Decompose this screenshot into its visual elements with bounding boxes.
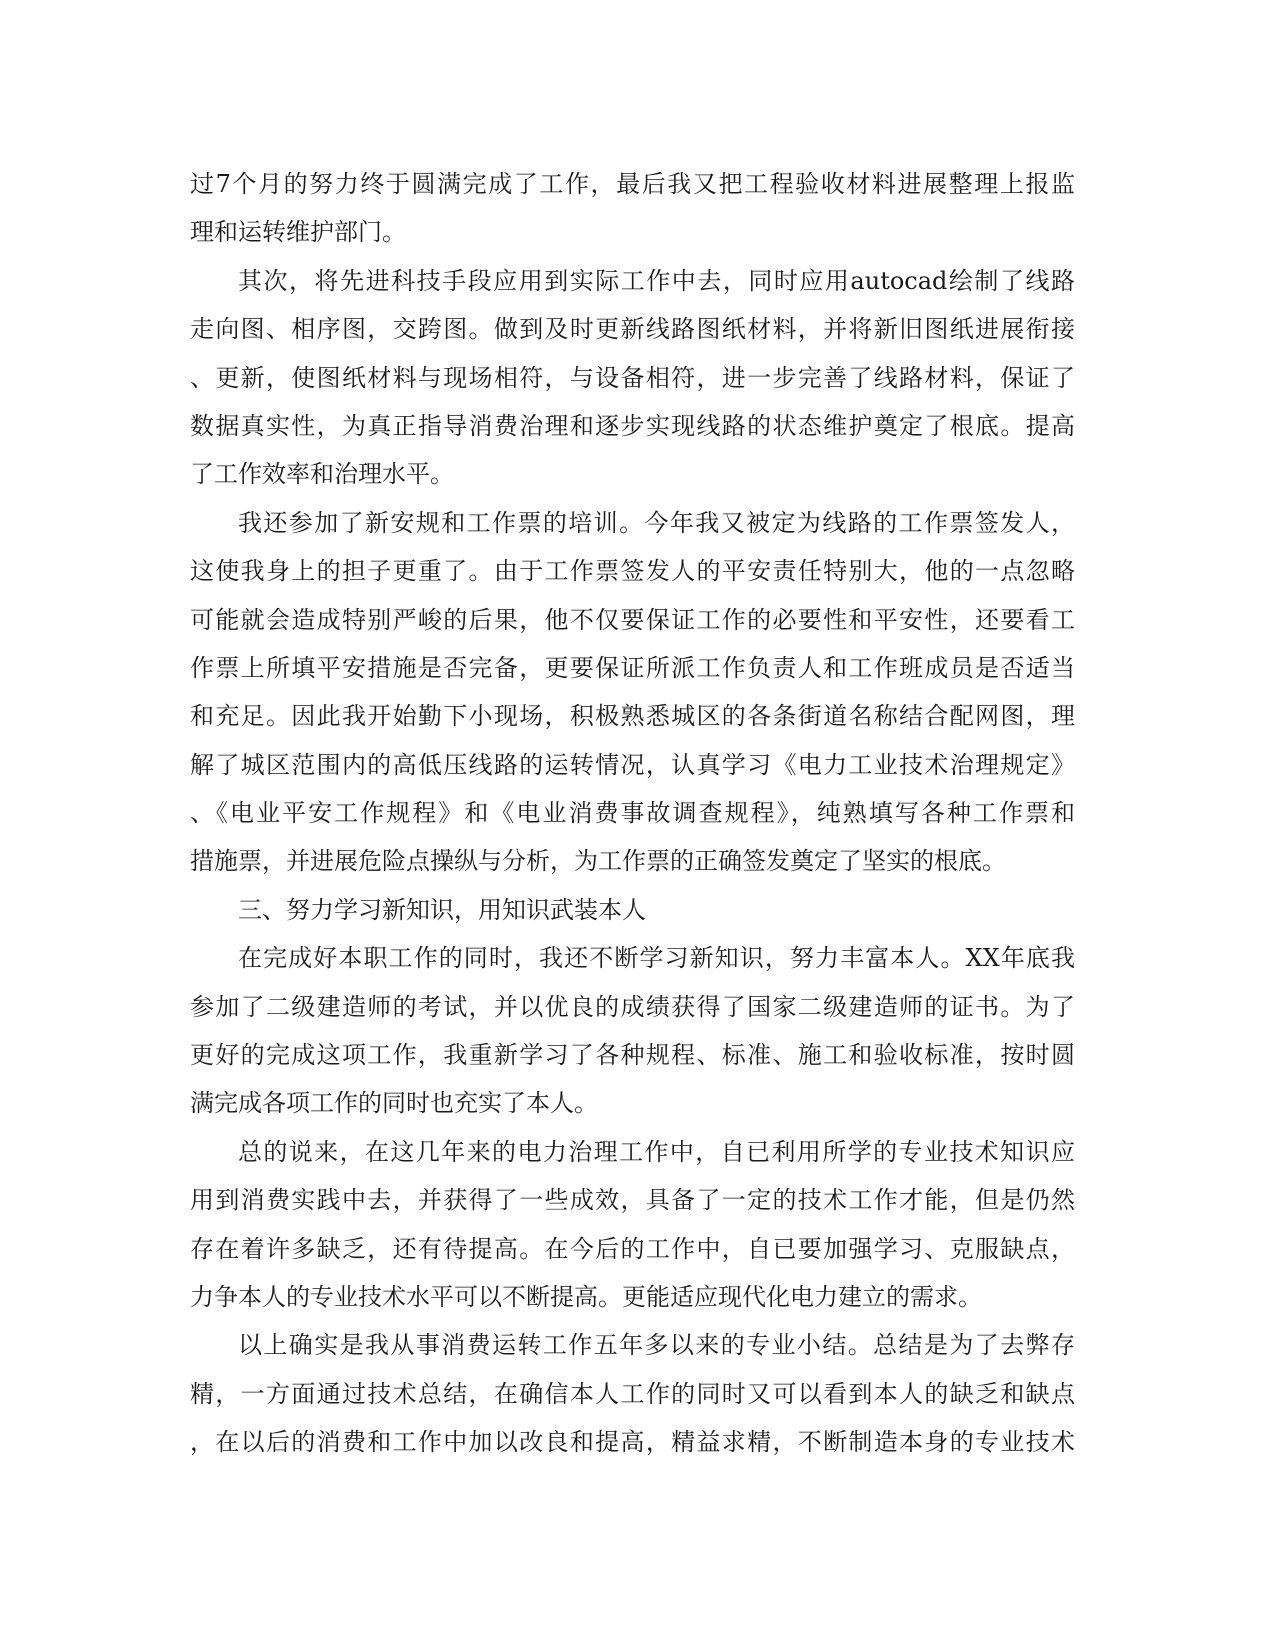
text-line: 、《电业平安工作规程》和《电业消费事故调查规程》，纯熟填写各种工作票和 <box>190 799 1075 828</box>
text-line: 数据真实性，为真正指导消费治理和逐步实现线路的状态维护奠定了根底。提高 <box>190 411 1075 440</box>
text-line: 理和运转维护部门。 <box>190 218 406 247</box>
section-heading: 三、努力学习新知识，用知识武装本人 <box>238 895 646 924</box>
text-line: ，在以后的消费和工作中加以改良和提高，精益求精，不断制造本身的专业技术 <box>190 1428 1075 1457</box>
text-line: 更好的完成这项工作，我重新学习了各种规程、标准、施工和验收标准，按时圆 <box>190 1041 1075 1070</box>
text-line: 解了城区范围内的高低压线路的运转情况，认真学习《电力工业技术治理规定》 <box>190 750 1075 779</box>
text-line: 我还参加了新安规和工作票的培训。今年我又被定为线路的工作票签发人， <box>238 508 1075 537</box>
text-line: 在完成好本职工作的同时，我还不断学习新知识，努力丰富本人。XX年底我 <box>238 944 1075 973</box>
text-line: 可能就会造成特别严峻的后果，他不仅要保证工作的必要性和平安性，还要看工 <box>190 605 1075 634</box>
text-line: 满完成各项工作的同时也充实了本人。 <box>190 1089 598 1118</box>
text-line: 总的说来，在这几年来的电力治理工作中，自已利用所学的专业技术知识应 <box>238 1137 1075 1166</box>
text-line: 用到消费实践中去，并获得了一些成效，具备了一定的技术工作才能，但是仍然 <box>190 1186 1075 1215</box>
text-line: 以上确实是我从事消费运转工作五年多以来的专业小结。总结是为了去弊存 <box>238 1331 1075 1360</box>
body-text <box>190 160 1075 1467</box>
text-line: 、更新，使图纸材料与现场相符，与设备相符，进一步完善了线路材料，保证了 <box>190 363 1075 392</box>
text-line: 和充足。因此我开始勤下小现场，积极熟悉城区的各条街道名称结合配网图，理 <box>190 702 1075 731</box>
text-line: 措施票，并进展危险点操纵与分析，为工作票的正确签发奠定了坚实的根底。 <box>190 847 1006 876</box>
text-line: 作票上所填平安措施是否完备，更要保证所派工作负责人和工作班成员是否适当 <box>190 653 1075 682</box>
text-line: 力争本人的专业技术水平可以不断提高。更能适应现代化电力建立的需求。 <box>190 1282 982 1311</box>
text-line: 参加了二级建造师的考试，并以优良的成绩获得了国家二级建造师的证书。为了 <box>190 992 1075 1021</box>
text-line: 过7个月的努力终于圆满完成了工作，最后我又把工程验收材料进展整理上报监 <box>190 170 1075 198</box>
text-line: 精，一方面通过技术总结，在确信本人工作的同时又可以看到本人的缺乏和缺点 <box>190 1379 1075 1408</box>
text-line: 走向图、相序图，交跨图。做到及时更新线路图纸材料，并将新旧图纸进展衔接 <box>190 315 1075 344</box>
text-line: 这使我身上的担子更重了。由于工作票签发人的平安责任特别大，他的一点忽略 <box>190 557 1075 586</box>
text-line: 其次，将先进科技手段应用到实际工作中去，同时应用autocad绘制了线路 <box>238 266 1075 295</box>
text-line: 存在着许多缺乏，还有待提高。在今后的工作中，自已要加强学习、克服缺点， <box>190 1234 1075 1263</box>
text-line: 了工作效率和治理水平。 <box>190 460 454 489</box>
